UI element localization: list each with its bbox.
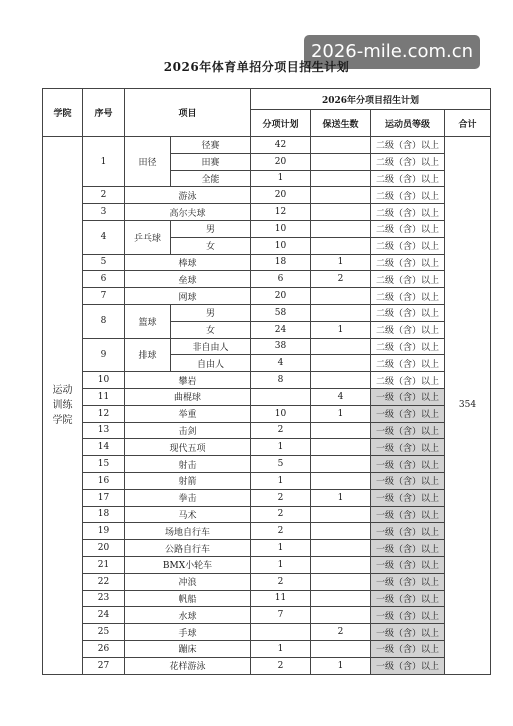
project-name: 水球: [125, 607, 251, 624]
project-name: 冲浪: [125, 573, 251, 590]
level-cell: 二级（含）以上: [371, 220, 445, 237]
level-cell: 二级（含）以上: [371, 237, 445, 254]
table-row: [43, 573, 491, 590]
plan-cell: 2: [251, 523, 311, 540]
level-cell: 一级（含）以上: [371, 422, 445, 439]
plan-cell: 1: [251, 556, 311, 573]
guaranteed-cell: [311, 338, 371, 355]
level-cell: 一级（含）以上: [371, 556, 445, 573]
guaranteed-cell: 1: [311, 405, 371, 422]
page-title: 2026年体育单招分项目招生计划: [163, 60, 350, 74]
level-cell: 一级（含）以上: [371, 590, 445, 607]
guaranteed-cell: [311, 540, 371, 557]
guaranteed-cell: 2: [311, 271, 371, 288]
table-row: [43, 540, 491, 557]
table-row: [43, 640, 491, 657]
sub-name: 田赛: [171, 153, 251, 170]
row-no: 18: [83, 506, 125, 523]
plan-cell: 1: [251, 640, 311, 657]
row-no: 19: [83, 523, 125, 540]
plan-cell: 8: [251, 372, 311, 389]
plan-cell: 7: [251, 607, 311, 624]
plan-cell: 10: [251, 405, 311, 422]
sub-name: 非自由人: [171, 338, 251, 355]
project-name: 射击: [125, 456, 251, 473]
level-cell: 一级（含）以上: [371, 472, 445, 489]
row-no: 20: [83, 540, 125, 557]
project-name: 蹦床: [125, 640, 251, 657]
guaranteed-cell: [311, 439, 371, 456]
guaranteed-cell: [311, 288, 371, 305]
level-cell: 二级（含）以上: [371, 170, 445, 187]
level-cell: 二级（含）以上: [371, 254, 445, 271]
plan-cell: [251, 624, 311, 641]
table-row: [43, 607, 491, 624]
level-cell: 二级（含）以上: [371, 153, 445, 170]
project-name: 棒球: [125, 254, 251, 271]
project-name: 花样游泳: [125, 657, 251, 674]
guaranteed-cell: [311, 204, 371, 221]
guaranteed-cell: 1: [311, 321, 371, 338]
row-no: 11: [83, 388, 125, 405]
sub-name: 女: [171, 321, 251, 338]
college-name: 运动训练学院: [52, 384, 73, 426]
project-name: 攀岩: [125, 372, 251, 389]
level-cell: 二级（含）以上: [371, 355, 445, 372]
plan-cell: 5: [251, 456, 311, 473]
guaranteed-cell: [311, 220, 371, 237]
table-row: [43, 187, 491, 204]
sub-name: 自由人: [171, 355, 251, 372]
table-row: [43, 590, 491, 607]
plan-cell: 20: [251, 288, 311, 305]
level-cell: 一级（含）以上: [371, 506, 445, 523]
guaranteed-cell: [311, 170, 371, 187]
plan-cell: 10: [251, 237, 311, 254]
level-cell: 一级（含）以上: [371, 489, 445, 506]
plan-cell: 1: [251, 540, 311, 557]
row-no: 23: [83, 590, 125, 607]
table-row: [43, 271, 491, 288]
group-name: 乒乓球: [125, 220, 171, 254]
plan-cell: 18: [251, 254, 311, 271]
group-name: 篮球: [125, 304, 171, 338]
level-cell: 一级（含）以上: [371, 624, 445, 641]
level-cell: 一级（含）以上: [371, 388, 445, 405]
row-no: 3: [83, 204, 125, 221]
plan-cell: 12: [251, 204, 311, 221]
plan-cell: 4: [251, 355, 311, 372]
guaranteed-cell: [311, 640, 371, 657]
header-plan-group: 2026年分项目招生计划: [251, 89, 491, 110]
table-row: [43, 288, 491, 305]
project-name: 射箭: [125, 472, 251, 489]
sub-name: 径赛: [171, 137, 251, 154]
table-row: [43, 439, 491, 456]
project-name: 拳击: [125, 489, 251, 506]
row-no: 5: [83, 254, 125, 271]
table-row: [43, 456, 491, 473]
guaranteed-cell: 1: [311, 254, 371, 271]
sub-name: 男: [171, 220, 251, 237]
plan-cell: [251, 388, 311, 405]
level-cell: 一级（含）以上: [371, 456, 445, 473]
sub-name: 男: [171, 304, 251, 321]
table-row: [43, 388, 491, 405]
project-name: 帆船: [125, 590, 251, 607]
guaranteed-cell: [311, 187, 371, 204]
table-row: [43, 372, 491, 389]
level-cell: 二级（含）以上: [371, 372, 445, 389]
level-cell: 一级（含）以上: [371, 657, 445, 674]
guaranteed-cell: [311, 237, 371, 254]
row-no: 17: [83, 489, 125, 506]
row-no: 22: [83, 573, 125, 590]
row-no: 15: [83, 456, 125, 473]
plan-cell: 2: [251, 489, 311, 506]
guaranteed-cell: [311, 137, 371, 154]
table-row: [43, 137, 491, 154]
total-cell: 354: [445, 137, 491, 675]
row-no: 2: [83, 187, 125, 204]
table-row: [43, 506, 491, 523]
guaranteed-cell: [311, 472, 371, 489]
level-cell: 一级（含）以上: [371, 405, 445, 422]
table-row: [43, 254, 491, 271]
header-guaranteed: 保送生数: [311, 110, 371, 137]
table-row: [43, 556, 491, 573]
plan-cell: 1: [251, 439, 311, 456]
project-name: 场地自行车: [125, 523, 251, 540]
row-no: 10: [83, 372, 125, 389]
plan-cell: 20: [251, 153, 311, 170]
table-row: [43, 220, 491, 237]
guaranteed-cell: [311, 372, 371, 389]
row-no: 24: [83, 607, 125, 624]
level-cell: 一级（含）以上: [371, 640, 445, 657]
table-row: [43, 204, 491, 221]
guaranteed-cell: [311, 523, 371, 540]
table-row: [43, 657, 491, 674]
project-name: 公路自行车: [125, 540, 251, 557]
level-cell: 一级（含）以上: [371, 439, 445, 456]
plan-cell: 42: [251, 137, 311, 154]
sub-name: 女: [171, 237, 251, 254]
header-total: 合计: [445, 110, 491, 137]
header-plan: 分项计划: [251, 110, 311, 137]
guaranteed-cell: [311, 304, 371, 321]
row-no: 7: [83, 288, 125, 305]
plan-cell: 20: [251, 187, 311, 204]
table-row: [43, 422, 491, 439]
plan-cell: 1: [251, 170, 311, 187]
plan-cell: 38: [251, 338, 311, 355]
row-no: 8: [83, 304, 125, 338]
level-cell: 二级（含）以上: [371, 271, 445, 288]
row-no: 4: [83, 220, 125, 254]
row-no: 14: [83, 439, 125, 456]
guaranteed-cell: [311, 556, 371, 573]
row-no: 21: [83, 556, 125, 573]
row-no: 26: [83, 640, 125, 657]
header-project: 项目: [125, 89, 251, 137]
guaranteed-cell: [311, 153, 371, 170]
level-cell: 二级（含）以上: [371, 204, 445, 221]
table-row: [43, 405, 491, 422]
level-cell: 一级（含）以上: [371, 523, 445, 540]
header-no: 序号: [83, 89, 125, 137]
project-name: BMX小轮车: [125, 556, 251, 573]
level-cell: 一级（含）以上: [371, 607, 445, 624]
row-no: 27: [83, 657, 125, 674]
table-row: [43, 338, 491, 355]
row-no: 12: [83, 405, 125, 422]
level-cell: 二级（含）以上: [371, 304, 445, 321]
level-cell: 一级（含）以上: [371, 573, 445, 590]
table-row: [43, 304, 491, 321]
guaranteed-cell: 2: [311, 624, 371, 641]
level-cell: 二级（含）以上: [371, 338, 445, 355]
row-no: 13: [83, 422, 125, 439]
table-row: [43, 624, 491, 641]
row-no: 25: [83, 624, 125, 641]
plan-cell: 11: [251, 590, 311, 607]
level-cell: 二级（含）以上: [371, 137, 445, 154]
project-name: 高尔夫球: [125, 204, 251, 221]
row-no: 1: [83, 137, 125, 187]
project-name: 游泳: [125, 187, 251, 204]
plan-cell: 6: [251, 271, 311, 288]
project-name: 击剑: [125, 422, 251, 439]
row-no: 6: [83, 271, 125, 288]
watermark: 2026-mile.com.cn: [304, 35, 480, 69]
header-level: 运动员等级: [371, 110, 445, 137]
project-name: 手球: [125, 624, 251, 641]
guaranteed-cell: [311, 590, 371, 607]
guaranteed-cell: [311, 422, 371, 439]
plan-cell: 2: [251, 422, 311, 439]
guaranteed-cell: [311, 355, 371, 372]
guaranteed-cell: [311, 573, 371, 590]
table-row: [43, 489, 491, 506]
project-name: 马术: [125, 506, 251, 523]
plan-table: [42, 88, 491, 675]
plan-cell: 2: [251, 506, 311, 523]
guaranteed-cell: 1: [311, 657, 371, 674]
plan-cell: 10: [251, 220, 311, 237]
level-cell: 一级（含）以上: [371, 540, 445, 557]
level-cell: 二级（含）以上: [371, 288, 445, 305]
header-college: 学院: [43, 89, 83, 137]
level-cell: 二级（含）以上: [371, 187, 445, 204]
plan-cell: 1: [251, 472, 311, 489]
row-no: 9: [83, 338, 125, 372]
guaranteed-cell: 4: [311, 388, 371, 405]
project-name: 举重: [125, 405, 251, 422]
plan-cell: 2: [251, 573, 311, 590]
sub-name: 全能: [171, 170, 251, 187]
table-row: [43, 523, 491, 540]
guaranteed-cell: 1: [311, 489, 371, 506]
table-row: [43, 472, 491, 489]
guaranteed-cell: [311, 607, 371, 624]
plan-cell: 2: [251, 657, 311, 674]
row-no: 16: [83, 472, 125, 489]
guaranteed-cell: [311, 456, 371, 473]
plan-cell: 24: [251, 321, 311, 338]
college-cell: [43, 137, 83, 675]
plan-cell: 58: [251, 304, 311, 321]
project-name: 曲棍球: [125, 388, 251, 405]
level-cell: 二级（含）以上: [371, 321, 445, 338]
project-name: 垒球: [125, 271, 251, 288]
group-name: 排球: [125, 338, 171, 372]
project-name: 现代五项: [125, 439, 251, 456]
project-name: 网球: [125, 288, 251, 305]
group-name: 田径: [125, 137, 171, 187]
guaranteed-cell: [311, 506, 371, 523]
